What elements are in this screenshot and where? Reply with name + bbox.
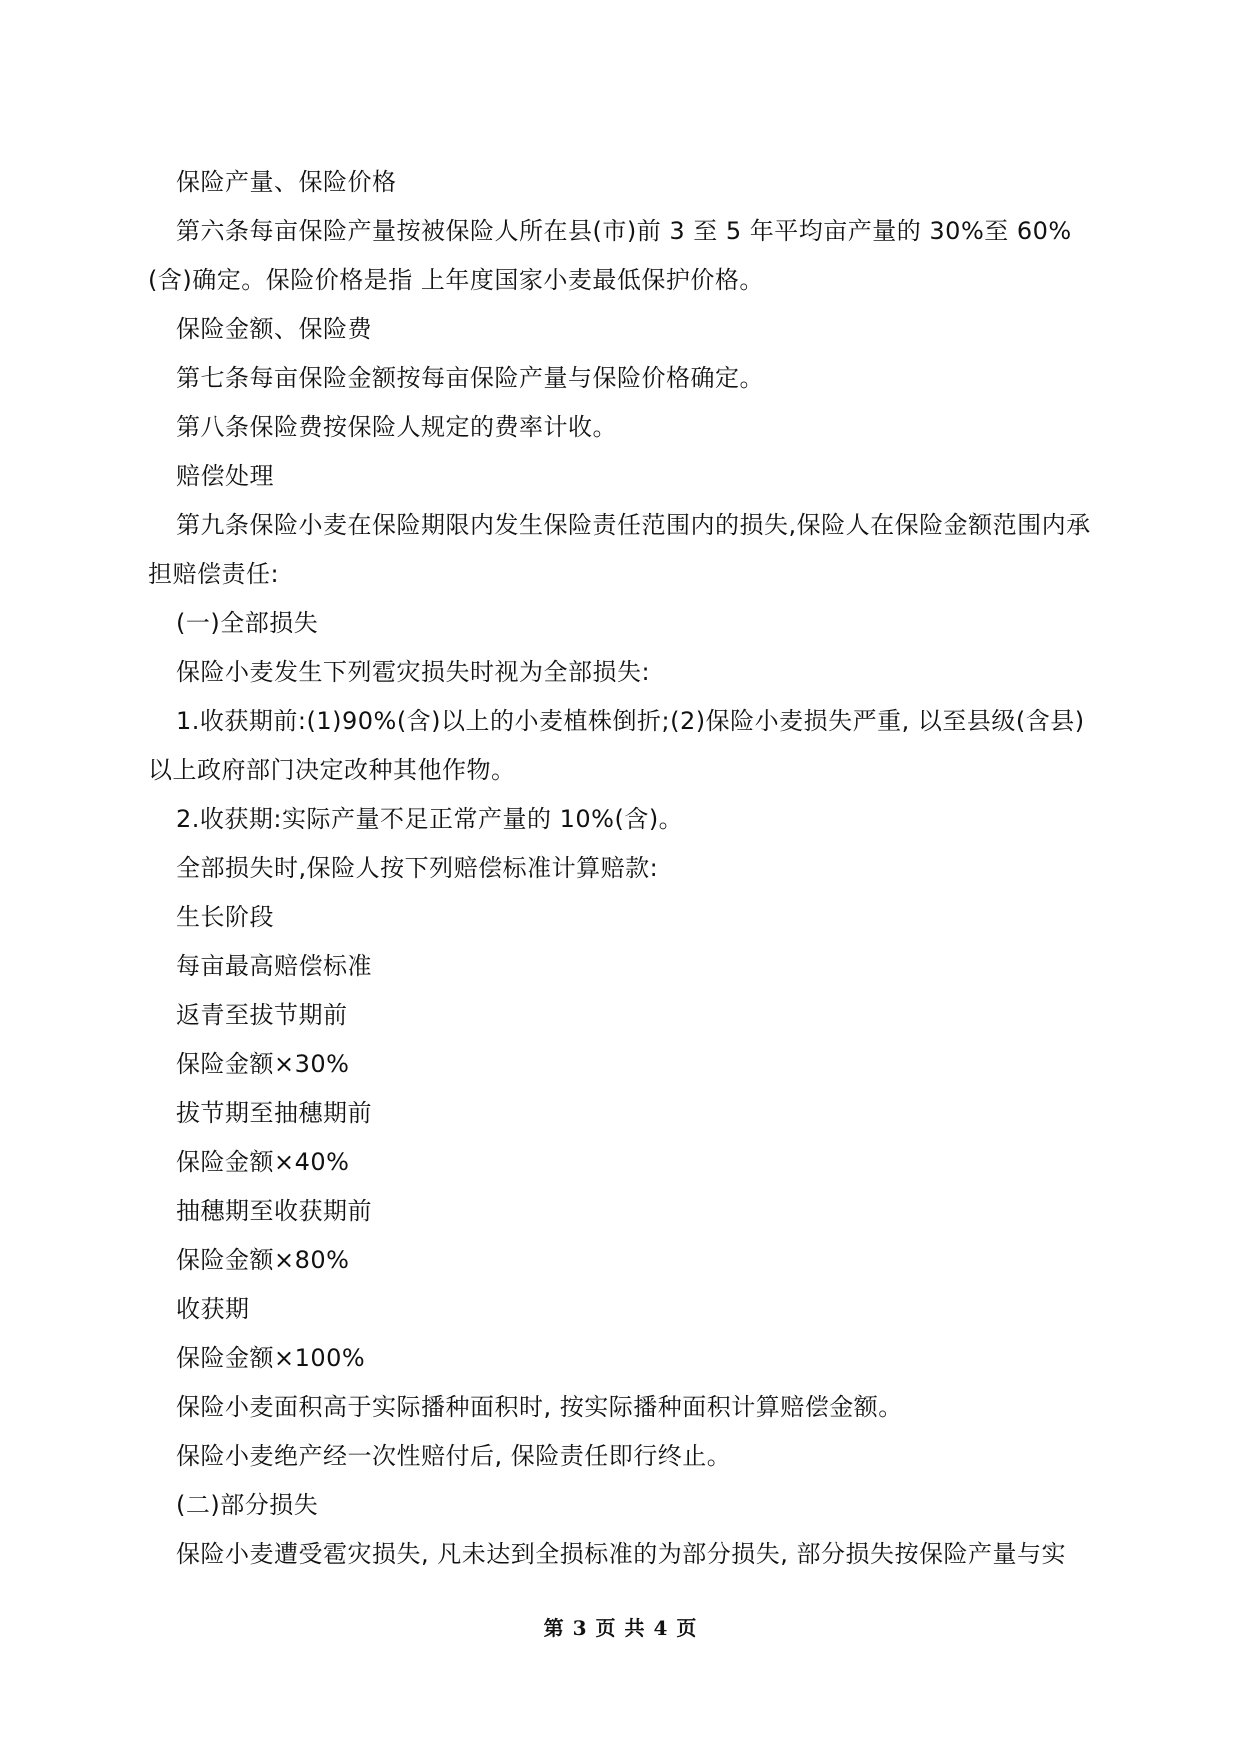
stage-2: 拔节期至抽穗期前: [176, 1099, 372, 1127]
total-loss-intro: 保险小麦发生下列雹灾损失时视为全部损失:: [176, 658, 651, 686]
article-9: 第九条保险小麦在保险期限内发生保险责任范围内的损失,保险人在保险金额范围内承担赔偿责任:: [148, 511, 1091, 588]
article-7: 第七条每亩保险金额按每亩保险产量与保险价格确定。: [176, 364, 764, 392]
stage-1-rate: 保险金额×30%: [176, 1050, 350, 1078]
subheading-total-loss: (一)全部损失: [176, 609, 319, 637]
article-6: 第六条每亩保险产量按被保险人所在县(市)前 3 至 5 年平均亩产量的 30%至 60%(含)确定。保险价格是指 上年度国家小麦最低保护价格。: [148, 217, 1072, 294]
stage-4-rate: 保险金额×100%: [176, 1344, 366, 1372]
compensation-intro: 全部损失时,保险人按下列赔偿标准计算赔款:: [176, 854, 659, 882]
page-footer: 第 3 页 共 4 页: [543, 1616, 698, 1640]
area-rule: 保险小麦面积高于实际播种面积时, 按实际播种面积计算赔偿金额。: [176, 1393, 903, 1421]
stage-1: 返青至拔节期前: [176, 1001, 348, 1029]
partial-loss-text: 保险小麦遭受雹灾损失, 凡未达到全损标准的为部分损失, 部分损失按保险产量与实: [176, 1540, 1067, 1568]
stage-4: 收获期: [176, 1295, 250, 1323]
article-8: 第八条保险费按保险人规定的费率计收。: [176, 413, 617, 441]
max-compensation-label: 每亩最高赔偿标准: [176, 952, 372, 980]
stage-2-rate: 保险金额×40%: [176, 1148, 350, 1176]
total-loss-item-1: 1.收获期前:(1)90%(含)以上的小麦植株倒折;(2)保险小麦损失严重, 以至县级(含县)以上政府部门决定改种其他作物。: [148, 707, 1085, 784]
termination-rule: 保险小麦绝产经一次性赔付后, 保险责任即行终止。: [176, 1442, 732, 1470]
growth-stage-label: 生长阶段: [176, 903, 274, 931]
section-heading-amount-premium: 保险金额、保险费: [176, 315, 372, 343]
section-heading-yield-price: 保险产量、保险价格: [176, 168, 397, 196]
subheading-partial-loss: (二)部分损失: [176, 1491, 319, 1519]
stage-3-rate: 保险金额×80%: [176, 1246, 350, 1274]
section-heading-claims: 赔偿处理: [176, 462, 274, 490]
total-loss-item-2: 2.收获期:实际产量不足正常产量的 10%(含)。: [176, 805, 684, 833]
document-body: [148, 158, 1093, 1579]
stage-3: 抽穗期至收获期前: [176, 1197, 372, 1225]
